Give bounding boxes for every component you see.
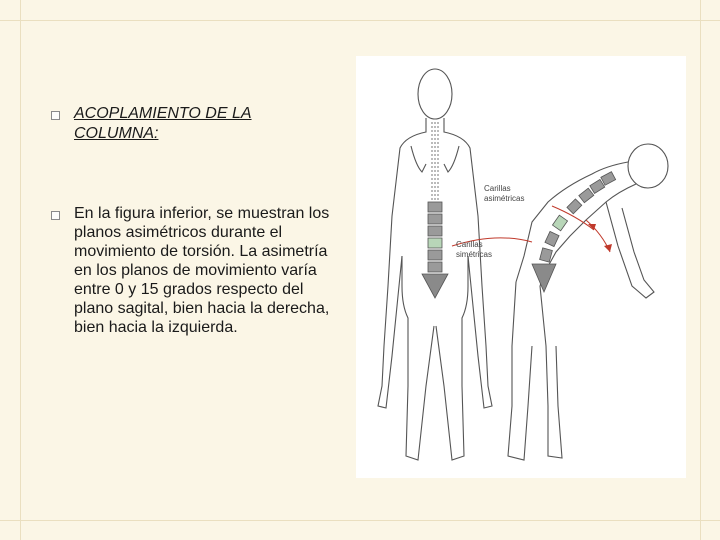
slide-border-left [20,0,21,540]
bending-sacrum [532,264,556,292]
heading-text: ACOPLAMIENTO DE LA COLUMNA: [74,105,252,142]
body-paragraph: En la figura inferior, se muestran los planos asimétricos durante el movimiento de torsión. La asimetría en los planos de movimiento varía entre 0 y 15 grados respecto del plano sagital, bien hacia la derecha, bien hacia la izquierda. [74,205,330,336]
slide-border-bottom [0,520,720,521]
bending-vertebrae [540,172,616,262]
slide-border-right [700,0,701,540]
standing-vertebrae [428,202,442,272]
slide-border-top [0,20,720,21]
label-symmetric-facets: Carillas simétricas [456,240,493,259]
standing-spine [432,122,438,201]
label-asymmetric-facets: Carillas asimétricas [484,184,525,203]
spine-figure [356,56,686,478]
standing-sacrum [422,274,448,298]
bullet-box-icon [51,211,60,220]
bullet-box-icon [51,111,60,120]
